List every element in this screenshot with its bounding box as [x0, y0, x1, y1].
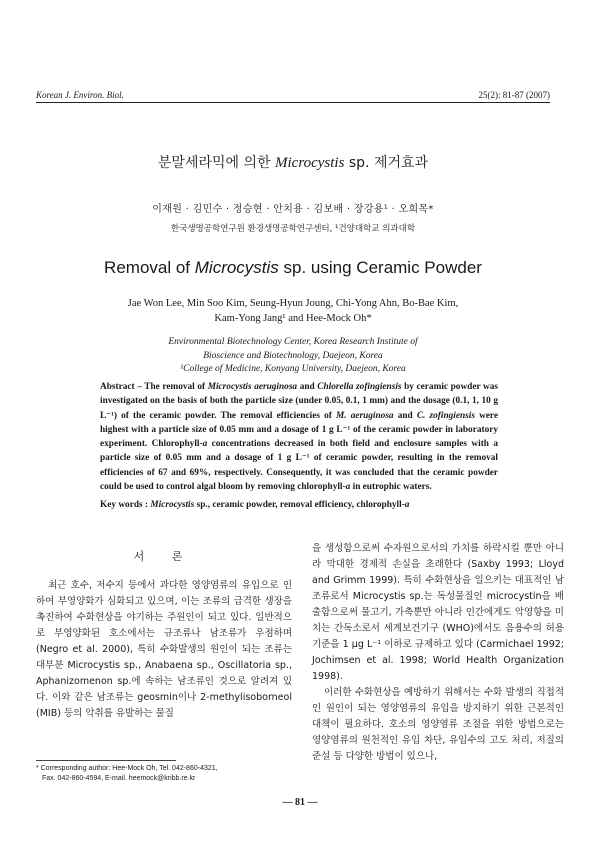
page-number: — 81 — [282, 797, 318, 808]
corresponding-author-footnote: * Corresponding author: Hee-Mock Oh, Tel. 042-860-4321, Fax. 042-860-4594, E-mail. heemock@kribb.re.kr [36, 765, 218, 782]
body-column-left [36, 578, 292, 722]
abstract: Abstract – The removal of Microcystis aeruginosa and Chlorella zofingiensis by ceramic powder was investigated on the basis of both the particle size (under 0.05, 0.1, 1 mm) and the dosage (0.1, 1, 10 g L⁻¹) of the ceramic powder. The removal efficiencies of M. aeruginosa and C. zofingiensis were highest with a particle size of 0.05 mm and a dosage of 1 g L⁻¹ of the ceramic powder in laboratory experiment. Chlorophyll-a concentrations decreased in both field and enclosure samples with a particle size of 0.05 mm and a dosage of 1 g L⁻¹ of ceramic powder, resulting in the removal efficiencies of 67 and 69%, respectively. Consequently, it was concluded that the ceramic powder could be used to control algal bloom by removing chlorophyll-a in eutrophic waters. [100, 382, 499, 493]
body-paragraph: 을 생성함으로써 수자원으로서의 가치를 하락시킬 뿐만 아니라 막대한 경제적 손실을 초래한다 (Saxby 1993; Lloyd and Grimm 1999). 특히 수화현상을 일으키는 대표적인 남조류로서 Microcystis sp.는 독성물질인 microcystin을 배출함으로써 물고기, 가축뿐만 아니라 인간에게도 악영향을 미치는 간독소로서 세계보건기구 (WHO)에서도 음용수의 허용기준을 1 μg L⁻¹ 이하로 규제하고 있다 (Carmichael 1992; Jochimsen et al. 1998; World Health Organization 1998). [312, 543, 564, 682]
english-affiliation: Environmental Biotechnology Center, Korea Research Institute of Bioscience and Biotechnology, Daejeon, Korea ¹College of Medicine, Konyang University, Daejeon, Korea [168, 337, 418, 374]
body-paragraph: 이러한 수화현상을 예방하기 위해서는 수화 발생의 직접적인 원인이 되는 영양염류의 유입을 방지하기 위한 근본적인 대책이 필요하다. 호소의 영양염류 조절을 위한 방법으로는 영양염류의 원천적인 유입 차단, 유입수의 고도 처리, 저질의 준설 등 다양한 방법이 있으나, [312, 687, 564, 762]
journal-name: Korean J. Environ. Biol. [36, 90, 124, 100]
citation: 25(2): 81-87 (2007) [478, 90, 550, 100]
english-authors: Jae Won Lee, Min Soo Kim, Seung-Hyun Joung, Chi-Yong Ahn, Bo-Bae Kim, Kam-Yong Jang¹ and Hee-Mock Oh* [127, 298, 459, 324]
footnote-rule [36, 760, 176, 761]
body-paragraph: 최근 호수, 저수지 등에서 과다한 영양염류의 유입으로 인하여 부영양화가 심화되고 있으며, 이는 조류의 급격한 생장을 촉진하여 수화현상을 야기하는 주원인이 되고 있다. 일반적으로 부영양화된 호소에서는 규조류나 남조류가 우점하며 (Negro et al. 2000), 특히 수화발생의 원인이 되는 조류는 대부분 Microcystis sp., Anabaena sp., Oscillatoria sp., Aphanizomenon sp.에 속하는 남조류인 것으로 알려져 있다. 이와 같은 남조류는 geosmin이나 2-methylisoborneol (MIB) 등의 악취를 유발하는 물질 [36, 580, 292, 719]
korean-authors: 이재원 · 김민수 · 정승현 · 안치용 · 김보배 · 장강용¹ · 오희목* [152, 204, 434, 215]
body-column-right [312, 541, 564, 765]
header-rule [36, 102, 550, 103]
english-title: Removal of Microcystis sp. using Ceramic Powder [104, 258, 482, 277]
section-heading-introduction: 서 론 [133, 550, 195, 563]
running-head [36, 90, 550, 100]
keywords: Key words : Microcystis sp., ceramic powder, removal efficiency, chlorophyll-a [100, 500, 410, 510]
korean-title: 분말세라믹에 의한 Microcystis sp. 제거효과 [157, 155, 429, 171]
korean-affiliation: 한국생명공학연구원 환경생명공학연구센터, ¹건양대학교 의과대학 [170, 224, 416, 234]
